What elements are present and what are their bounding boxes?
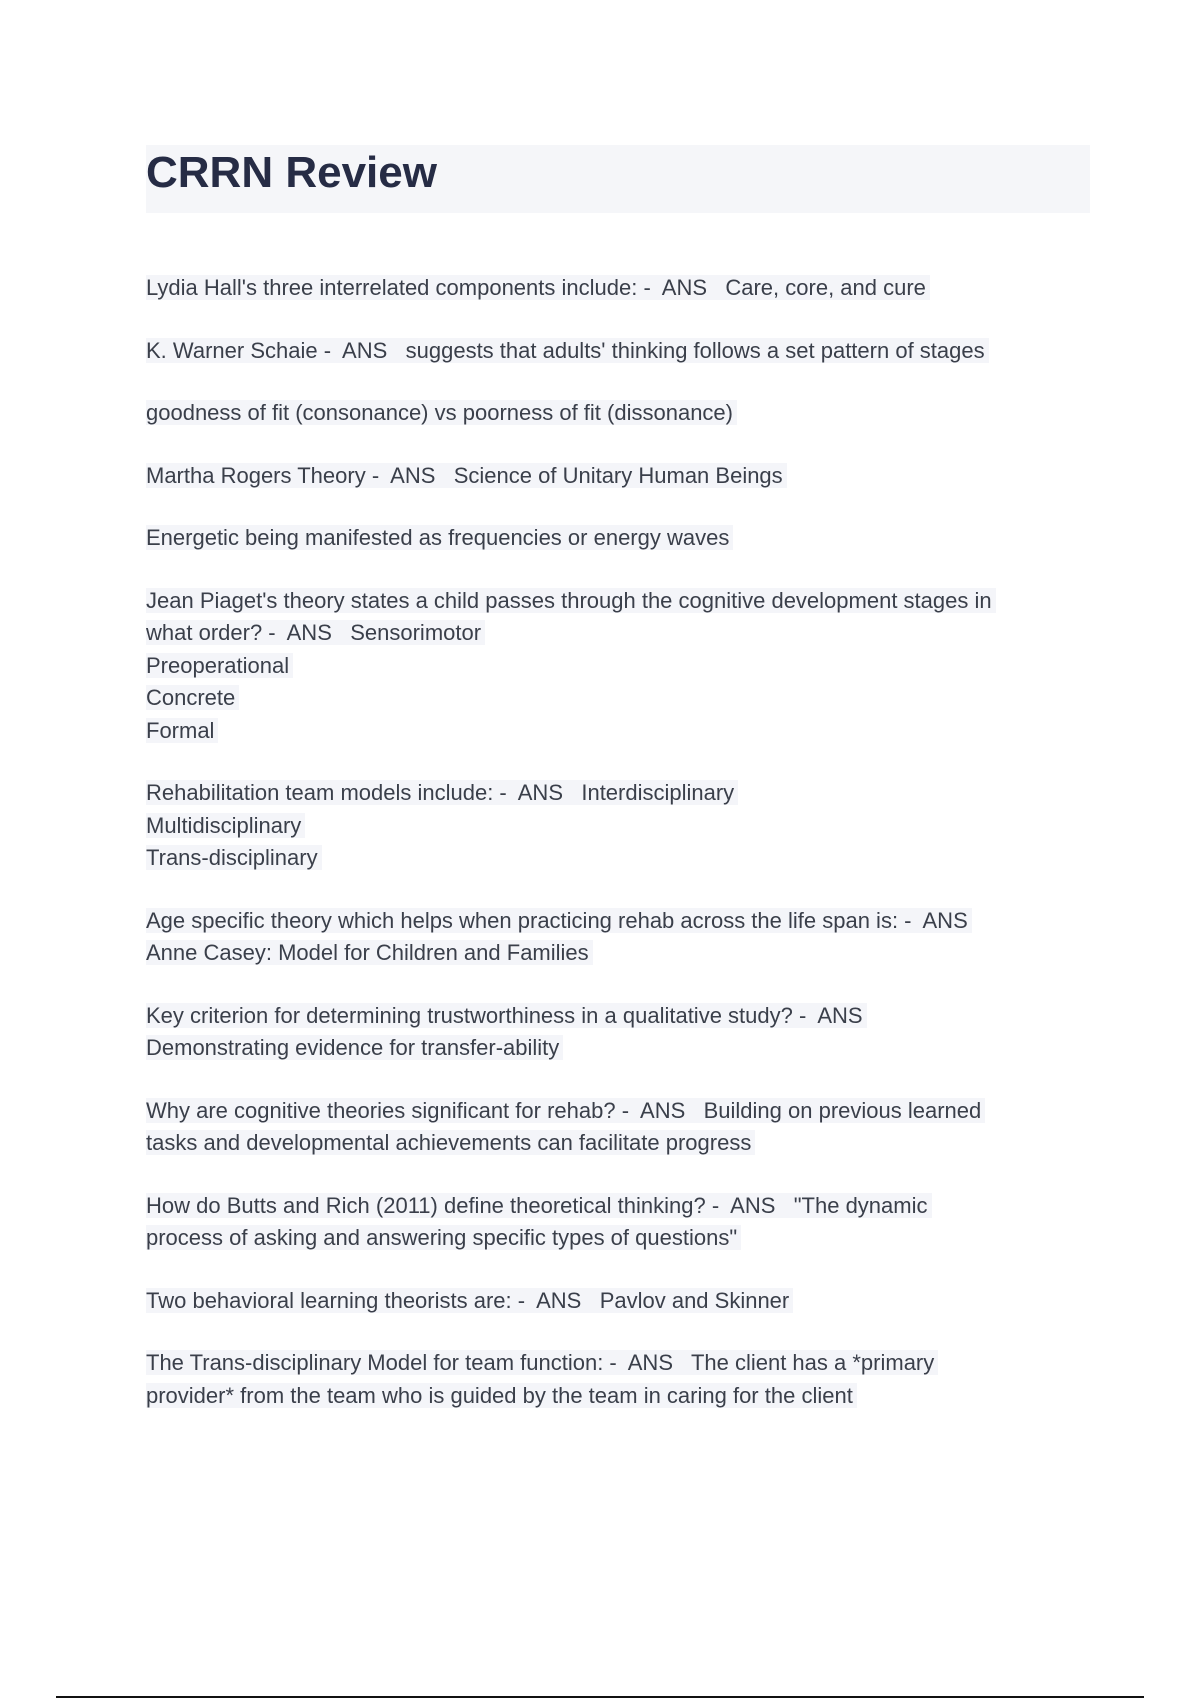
entry-text: Energetic being manifested as frequencies or energy waves <box>146 525 730 550</box>
entry-line-text <box>146 1130 755 1155</box>
ans-label: - ANS <box>262 620 351 645</box>
answer-text: suggests that adults' thinking follows a set pattern of stages <box>405 337 985 363</box>
question-text: Key criterion for determining trustworthiness in a qualitative study? <box>146 1002 793 1028</box>
question-text: Two behavioral learning theorists are: <box>146 1287 512 1313</box>
qa-entry <box>146 460 1090 493</box>
entry-line-text <box>146 1193 932 1218</box>
ans-label: - ANS <box>317 337 406 363</box>
answer-text: tasks and developmental achievements can facilitate progress <box>146 1130 752 1155</box>
page-title: CRRN Review <box>146 148 437 197</box>
entry-line-text <box>146 525 733 550</box>
question-text: Martha Rogers Theory <box>146 462 366 488</box>
entry-line <box>146 810 1090 843</box>
qa-entry <box>146 1095 1090 1160</box>
answer-text: The client has a *primary <box>690 1350 935 1375</box>
entry-line-text <box>146 338 989 363</box>
entry-line <box>146 1127 1090 1160</box>
entry-line <box>146 905 1090 938</box>
answer-text: Preoperational <box>146 652 290 678</box>
entry-line <box>146 777 1090 810</box>
question-text: The Trans-disciplinary Model for team function: <box>146 1350 604 1375</box>
question-text: How do Butts and Rich (2011) define theoretical thinking? <box>146 1192 706 1218</box>
ans-label: - ANS <box>615 1097 704 1123</box>
qa-entry <box>146 777 1090 875</box>
entry-line-text <box>146 1288 793 1313</box>
qa-entry <box>146 397 1090 430</box>
answer-text: provider* from the team who is guided by the team in caring for the client <box>146 1382 853 1408</box>
qa-list <box>146 272 1090 1442</box>
entry-line-text <box>146 1035 563 1060</box>
entry-line <box>146 1285 1090 1318</box>
entry-line <box>146 842 1090 875</box>
answer-text: Building on previous learned <box>703 1097 982 1123</box>
entry-text: goodness of fit (consonance) vs poorness of fit (dissonance) <box>146 400 733 425</box>
question-text: Lydia Hall's three interrelated components include: <box>146 275 638 300</box>
entry-line-text <box>146 685 239 710</box>
answer-text: Multidisciplinary <box>146 812 302 838</box>
entry-line <box>146 617 1090 650</box>
entry-line <box>146 937 1090 970</box>
qa-entry <box>146 585 1090 748</box>
entry-line-text <box>146 275 930 300</box>
footer-divider <box>56 1696 1144 1698</box>
answer-text: Concrete <box>146 685 236 710</box>
entry-line <box>146 1190 1090 1223</box>
ans-label: - ANS <box>493 780 582 805</box>
entry-line-text <box>146 588 996 613</box>
entry-line-text <box>146 780 738 805</box>
entry-line <box>146 272 1090 305</box>
entry-line-text <box>146 940 593 965</box>
entry-line-text <box>146 653 293 678</box>
entry-line-text <box>146 908 972 933</box>
answer-text: Pavlov and Skinner <box>599 1287 790 1313</box>
entry-line <box>146 522 1090 555</box>
answer-text: Demonstrating evidence for transfer-ability <box>146 1035 560 1060</box>
entry-line-text <box>146 400 737 425</box>
qa-entry <box>146 272 1090 305</box>
entry-line <box>146 682 1090 715</box>
qa-entry <box>146 522 1090 555</box>
entry-line-text <box>146 1350 938 1375</box>
answer-text: process of asking and answering specific types of questions" <box>146 1225 738 1250</box>
entry-line-text <box>146 1383 857 1408</box>
answer-text: Formal <box>146 717 215 743</box>
question-text: K. Warner Schaie <box>146 337 318 363</box>
ans-label: - ANS <box>898 907 968 933</box>
entry-line-text <box>146 1098 985 1123</box>
entry-line-text <box>146 463 787 488</box>
qa-entry <box>146 335 1090 368</box>
qa-entry <box>146 1190 1090 1255</box>
answer-text: "The dynamic <box>793 1192 928 1218</box>
question-text: what order? <box>146 620 263 645</box>
qa-entry <box>146 1000 1090 1065</box>
entry-line <box>146 585 1090 618</box>
question-text: Rehabilitation team models include: <box>146 780 494 805</box>
qa-entry <box>146 1347 1090 1412</box>
entry-line <box>146 397 1090 430</box>
entry-line <box>146 715 1090 748</box>
question-text: Age specific theory which helps when practicing rehab across the life span is: <box>146 907 899 933</box>
ans-label: - ANS <box>603 1350 691 1375</box>
entry-line-text <box>146 1003 867 1028</box>
entry-line-text <box>146 620 485 645</box>
entry-line <box>146 1347 1090 1380</box>
answer-text: Sensorimotor <box>350 620 482 645</box>
entry-line <box>146 1095 1090 1128</box>
ans-label: - ANS <box>705 1192 794 1218</box>
entry-line <box>146 650 1090 683</box>
ans-label: - ANS <box>511 1287 600 1313</box>
answer-text: Interdisciplinary <box>581 780 735 805</box>
answer-text: Anne Casey: Model for Children and Families <box>146 940 589 965</box>
entry-line-text <box>146 813 305 838</box>
qa-entry <box>146 905 1090 970</box>
ans-label: - ANS <box>792 1002 863 1028</box>
answer-text: Care, core, and cure <box>725 275 926 300</box>
entry-line-text <box>146 718 218 743</box>
entry-line <box>146 1380 1090 1413</box>
entry-line <box>146 1000 1090 1033</box>
ans-label: - ANS <box>637 275 726 300</box>
answer-text: Trans-disciplinary <box>146 845 318 870</box>
answer-text: Science of Unitary Human Beings <box>453 462 783 488</box>
question-text: Why are cognitive theories significant for rehab? <box>146 1097 616 1123</box>
question-text: Jean Piaget's theory states a child passes through the cognitive development stages in <box>146 587 992 613</box>
qa-entry <box>146 1285 1090 1318</box>
ans-label: - ANS <box>365 462 454 488</box>
entry-line <box>146 335 1090 368</box>
entry-line <box>146 1222 1090 1255</box>
entry-line-text <box>146 1225 741 1250</box>
entry-line-text <box>146 845 322 870</box>
entry-line <box>146 1032 1090 1065</box>
entry-line <box>146 460 1090 493</box>
